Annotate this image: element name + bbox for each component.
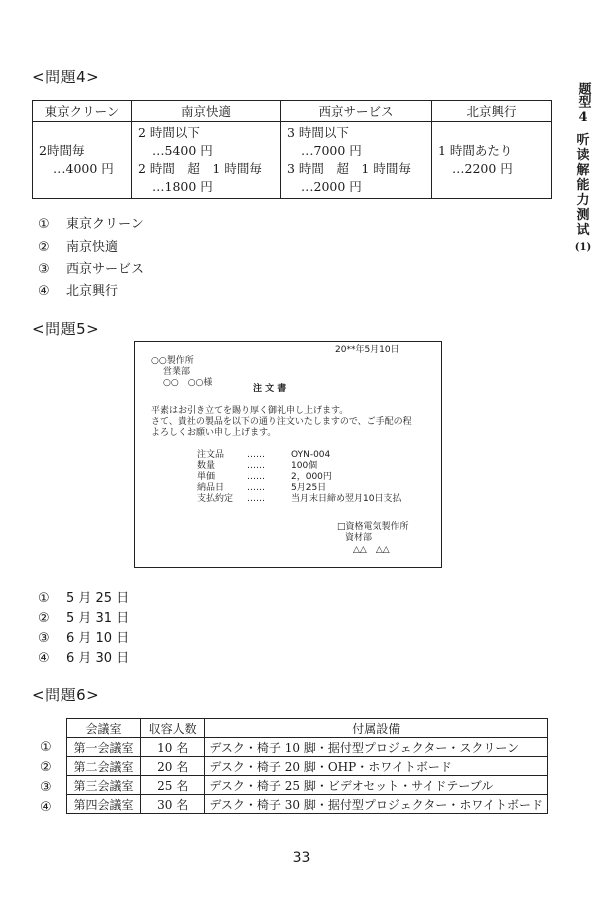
q6-header: 会議室 — [67, 719, 141, 738]
q6-equipment: デスク・椅子 30 脚・据付型プロジェクター・ホワイトボード — [205, 795, 548, 814]
q4-option[interactable] — [38, 236, 118, 255]
q6-table — [66, 718, 548, 814]
q6-header: 収容人数 — [140, 719, 204, 738]
letter-item-dots: …… — [247, 494, 265, 504]
q4-cell-line: …5400 円 — [152, 143, 213, 158]
side-part: (1) — [574, 242, 592, 253]
letter-item-label: 注文品 — [197, 450, 225, 460]
page-number: 33 — [292, 850, 311, 866]
letter-item-value: 100個 — [291, 461, 318, 471]
option-number: ④ — [38, 651, 50, 666]
q6-equipment: デスク・椅子 20 脚・OHP・ホワイトボード — [205, 757, 548, 776]
table-row — [67, 776, 548, 795]
side-title-char: 力 — [576, 193, 590, 208]
q6-room: 第三会議室 — [67, 776, 141, 795]
letter-from-company: □資格電気製作所 — [337, 522, 409, 532]
table-row — [67, 795, 548, 814]
option-number: ④ — [38, 284, 50, 299]
q4-cell-line: 2 時間以下 — [138, 125, 200, 140]
letter-item-value: 2，000円 — [291, 472, 332, 482]
letter-item-value: 5月25日 — [291, 483, 327, 493]
q5-option[interactable] — [38, 627, 129, 646]
q6-heading: <問題6> — [32, 686, 100, 704]
letter-body: よろしくお願い申し上げます。 — [151, 428, 277, 438]
q4-cell-pekin — [432, 122, 552, 199]
letter-body: 平素はお引き立てを賜り厚く御礼申し上げます。 — [151, 406, 349, 416]
q4-header: 西京サービス — [281, 101, 432, 122]
q4-cell-line: 2 時間 超 1 時間毎 — [138, 161, 262, 176]
option-text: 西京サービス — [66, 262, 145, 277]
letter-item-value: 当月末日締め翌月10日支払 — [291, 494, 402, 504]
letter-item-dots: …… — [247, 472, 265, 482]
q6-capacity: 20 名 — [140, 757, 204, 776]
option-text: 東京クリーン — [66, 217, 144, 232]
option-text: 北京興行 — [66, 284, 119, 299]
q4-cell-line: …1800 円 — [152, 179, 213, 194]
q6-option-number[interactable]: ③ — [40, 780, 52, 795]
q6-capacity: 10 名 — [140, 738, 204, 757]
side-tab — [574, 82, 592, 255]
letter-title: 注 文 書 — [253, 384, 287, 394]
option-number: ① — [38, 217, 50, 232]
letter-from-dept: 資材部 — [345, 533, 373, 543]
option-number: ② — [38, 611, 50, 626]
table-row — [67, 738, 548, 757]
option-text: 6 月 10 日 — [66, 631, 130, 646]
q4-cell-line: …2000 円 — [301, 179, 362, 194]
side-title-char: 解 — [576, 163, 590, 178]
letter-item-label: 単価 — [197, 472, 216, 482]
q4-cell-line: 2時間毎 — [39, 143, 85, 158]
letter-item-label: 支払約定 — [197, 494, 234, 504]
option-number: ② — [38, 240, 50, 255]
letter-to-person: ○○ ○○様 — [163, 378, 213, 388]
q6-option-number[interactable]: ① — [40, 740, 52, 755]
side-title-char: 能 — [576, 178, 590, 193]
option-text: 5 月 31 日 — [66, 611, 130, 626]
q4-header: 南京快適 — [132, 101, 281, 122]
q4-cell-line: 1 時間あたり — [438, 143, 513, 158]
q4-cell-saikyo — [281, 122, 432, 199]
q6-option-number[interactable]: ② — [40, 760, 52, 775]
q6-capacity: 25 名 — [140, 776, 204, 795]
side-title-char: 听 — [576, 133, 590, 148]
letter-item-dots: …… — [247, 450, 265, 460]
q4-header: 東京クリーン — [33, 101, 132, 122]
letter-from-person: △△ △△ — [353, 545, 390, 555]
q6-header: 付属設備 — [205, 719, 548, 738]
q4-table — [32, 100, 552, 199]
q6-capacity: 30 名 — [140, 795, 204, 814]
q4-header: 北京興行 — [432, 101, 552, 122]
letter-to-dept: 営業部 — [163, 367, 191, 377]
option-text: 5 月 25 日 — [66, 591, 130, 606]
q5-option[interactable] — [38, 587, 129, 606]
q6-equipment: デスク・椅子 25 脚・ビデオセット・サイドテーブル — [205, 776, 548, 795]
option-number: ① — [38, 591, 50, 606]
option-number: ③ — [38, 631, 50, 646]
q4-option[interactable] — [38, 213, 144, 232]
q4-heading: <問題4> — [32, 68, 100, 86]
table-row — [67, 757, 548, 776]
side-title-char: 测 — [576, 208, 590, 223]
q4-cell-line: 3 時間 超 1 時間毎 — [287, 161, 411, 176]
letter-item-value: OYN-004 — [291, 450, 331, 460]
q4-cell-line: …4000 円 — [53, 161, 114, 176]
letter-to-company: ○○製作所 — [151, 356, 194, 366]
q6-option-number[interactable]: ④ — [40, 800, 52, 815]
q6-room: 第一会議室 — [67, 738, 141, 757]
q4-cell-nankyo — [132, 122, 281, 199]
letter-item-dots: …… — [247, 483, 265, 493]
side-section-num: 4 — [578, 110, 588, 125]
q4-cell-tokyo — [33, 122, 132, 199]
q5-heading: <問題5> — [32, 320, 100, 338]
option-number: ③ — [38, 262, 50, 277]
q6-equipment: デスク・椅子 10 脚・据付型プロジェクター・スクリーン — [205, 738, 548, 757]
option-text: 6 月 30 日 — [66, 651, 130, 666]
q6-room: 第二会議室 — [67, 757, 141, 776]
q4-option[interactable] — [38, 258, 144, 277]
letter-item-label: 数量 — [197, 461, 216, 471]
q4-cell-line: …2200 円 — [452, 161, 513, 176]
side-section: 题型 — [575, 82, 591, 108]
q5-option[interactable] — [38, 647, 129, 666]
letter-date: 20**年5月10日 — [335, 345, 400, 355]
letter-item-label: 納品日 — [197, 483, 225, 493]
order-letter — [134, 341, 442, 568]
letter-body: さて、貴社の製品を以下の通り注文いたしますので、ご手配の程 — [151, 417, 412, 427]
q4-cell-line: …7000 円 — [301, 143, 362, 158]
side-title-char: 试 — [576, 223, 590, 238]
side-title-char: 读 — [576, 148, 590, 163]
q4-option[interactable] — [38, 280, 118, 299]
q4-cell-line: 3 時間以下 — [287, 125, 349, 140]
q6-room: 第四会議室 — [67, 795, 141, 814]
option-text: 南京快適 — [66, 240, 119, 255]
q5-option[interactable] — [38, 607, 129, 626]
letter-item-dots: …… — [247, 461, 265, 471]
